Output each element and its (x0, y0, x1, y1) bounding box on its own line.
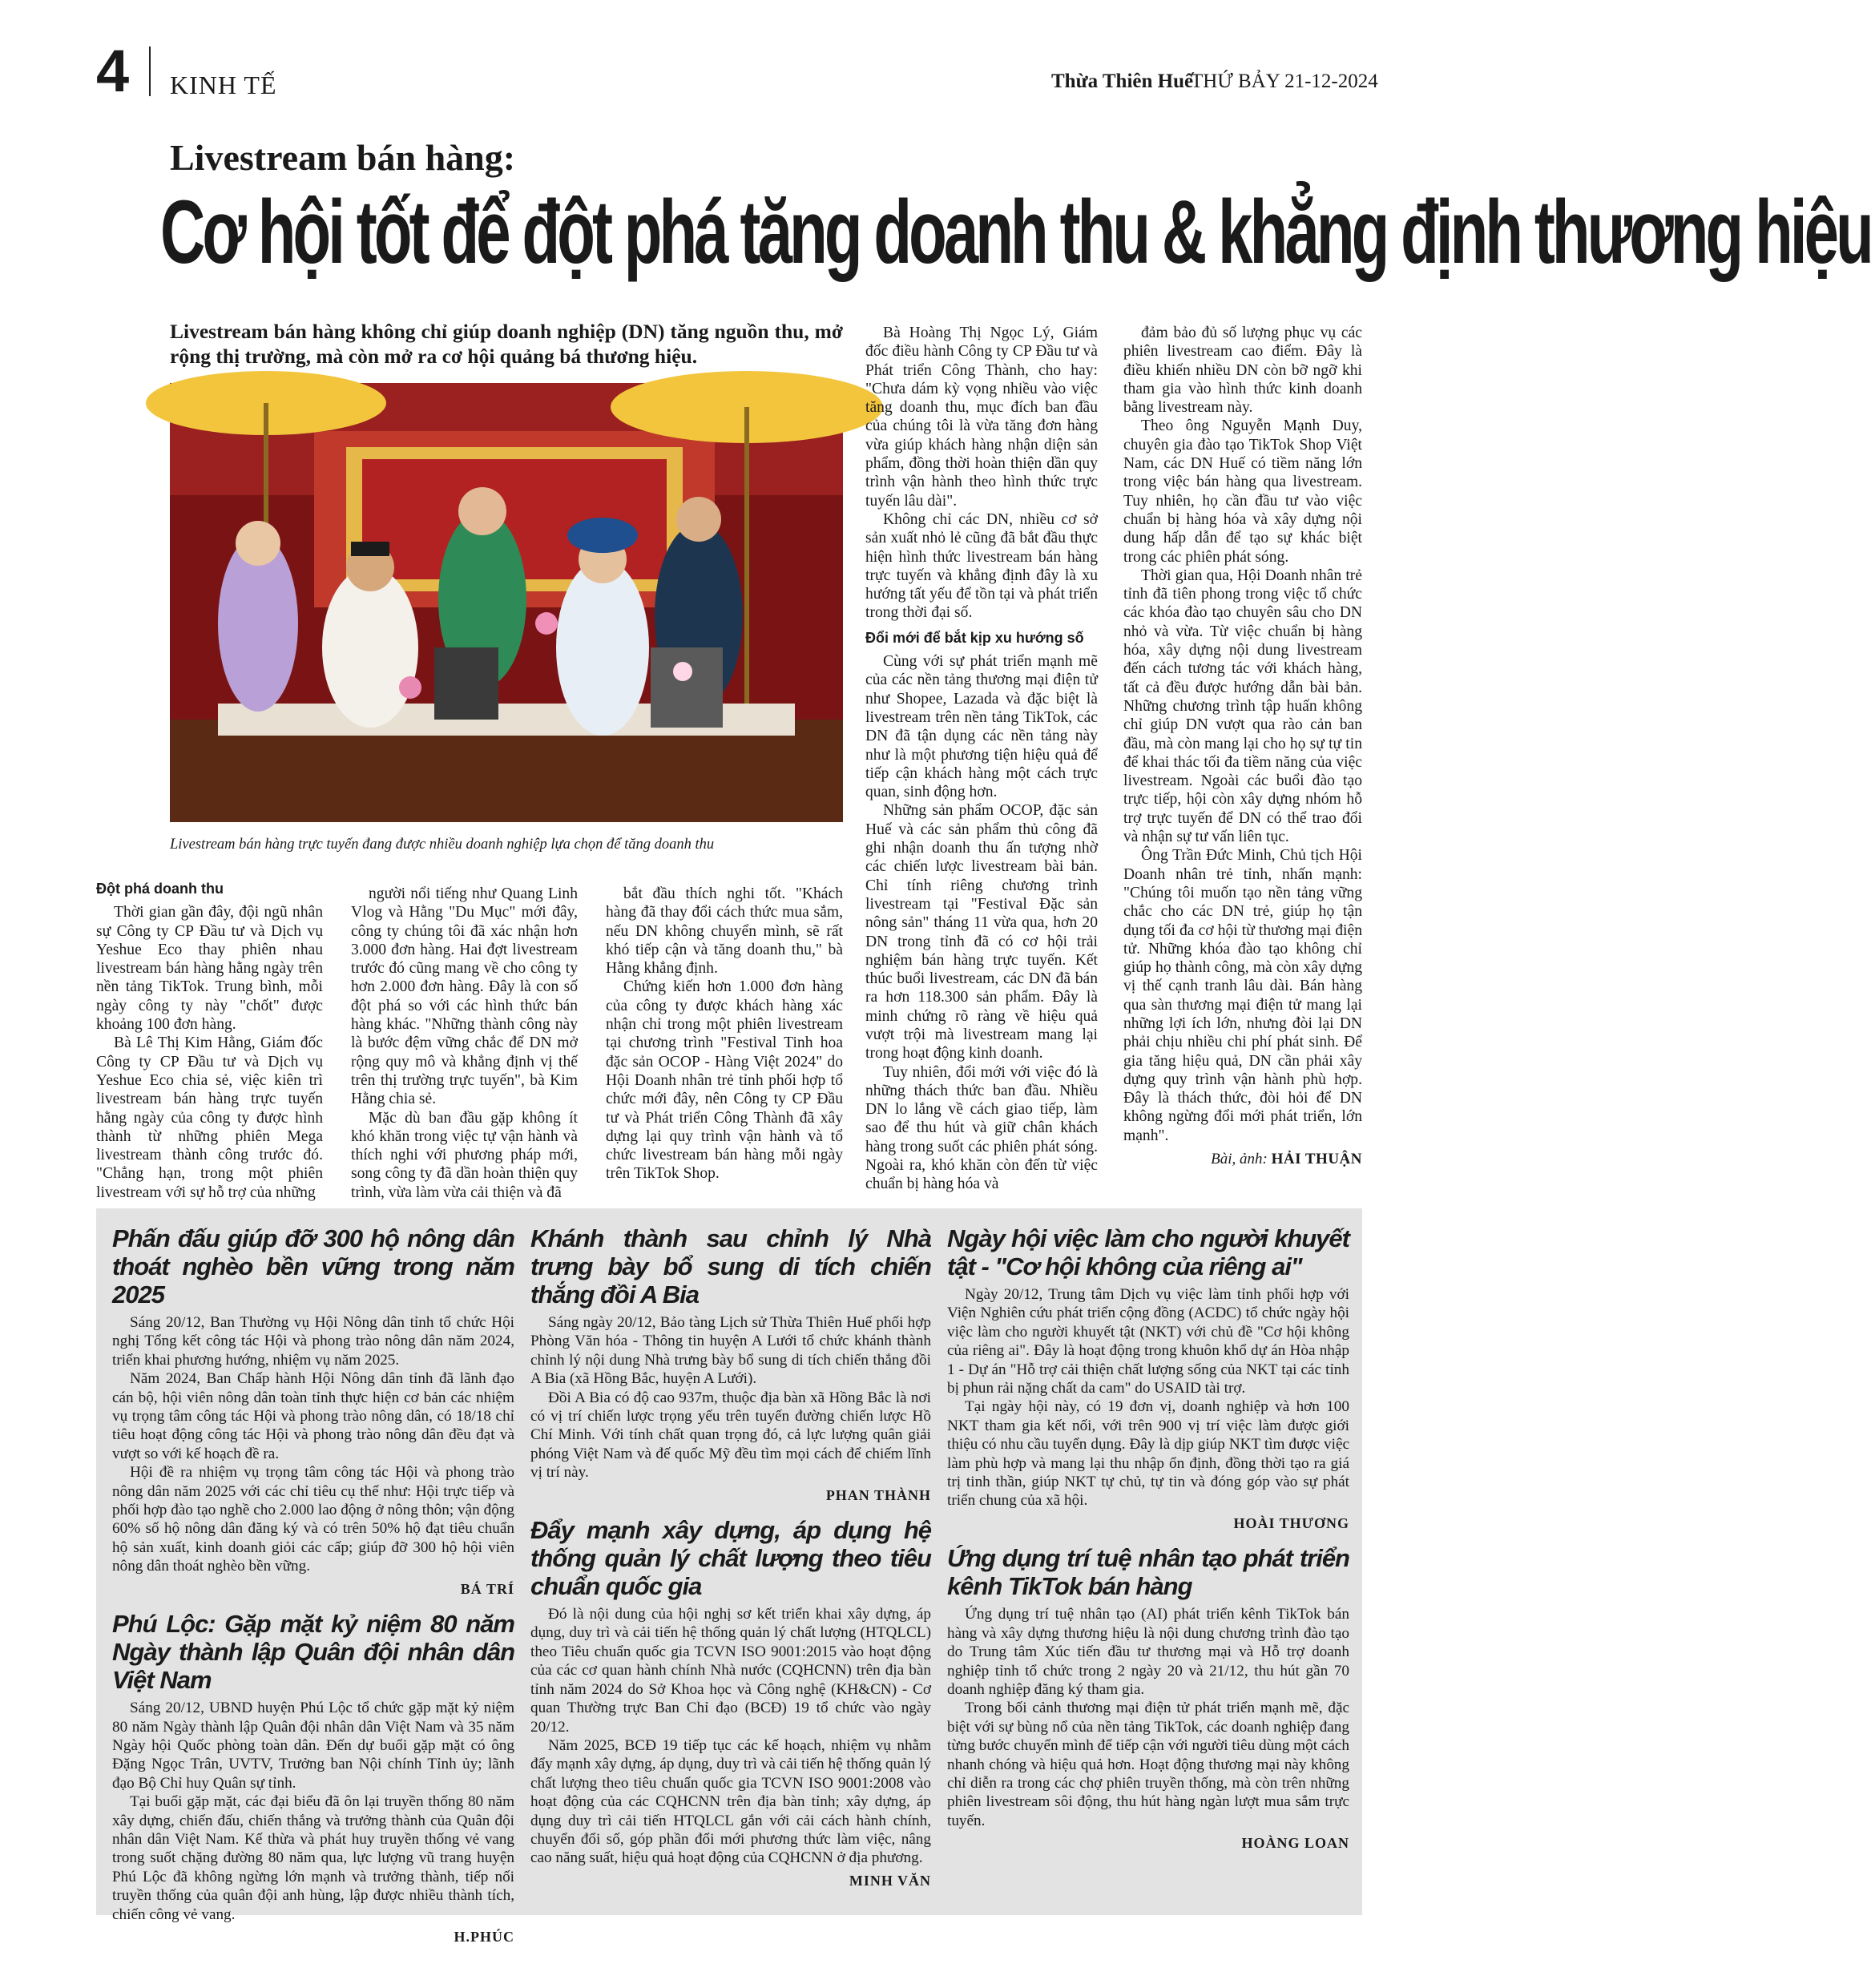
paragraph: Ngày 20/12, Trung tâm Dịch vụ việc làm tỉnh phối hợp với Viện Nghiên cứu phát triển cộng đồng (ACDC) tổ chức ngày hội việc làm cho người khuyết tật (NKT) với chủ đề "Cơ hội không của riêng ai". Đây là hoạt động trong khuôn khổ dự án Hòa nhập 1 - Dự án "Hỗ trợ cải thiện chất lượng sống của NKT tại các tỉnh bị phun rải nặng chất da cam" do USAID tài trợ. (947, 1286, 1349, 1397)
article-headline: Cơ hội tốt để đột phá tăng doanh thu & khẳng định thương hiệu (160, 182, 1871, 283)
brief-signature: H.PHÚC (454, 1928, 514, 1945)
article-photo (170, 383, 843, 822)
brief-signature: PHAN THÀNH (825, 1486, 931, 1503)
article-column-2 (351, 885, 578, 1202)
article-column-4 (865, 324, 1098, 1194)
subhead-1: Đột phá doanh thu (96, 881, 224, 897)
paragraph: Năm 2025, BCĐ 19 tiếp tục các kế hoạch, nhiệm vụ nhằm đẩy mạnh xây dựng, áp dụng, duy trì và cải tiến hệ thống quản lý chất lượng theo tiêu chuẩn quốc gia TCVN ISO 9001:2008 vào hoạt động của các CQHCNN trên địa bàn tỉnh; xây dựng, áp dụng duy trì cải tiến HTQLCL gắn với cải cách hành chính, chuyển đổi số, góp phần đổi mới phương thức làm việc, nâng cao năng suất, hiệu quả hoạt động của CQHCNN ở địa phương. (530, 1736, 931, 1867)
brief-column-2 (530, 1224, 931, 1890)
paragraph: Tại buổi gặp mặt, các đại biểu đã ôn lại truyền thống 80 năm xây dựng, chiến đấu, chiến thắng và trưởng thành của Quân đội nhân dân Việt Nam. Kế thừa và phát huy truyền thống vẻ vang trong suốt chặng đường 80 năm qua, lực lượng vũ trang huyện Phú Lộc đã không ngừng lớn mạnh và trưởng thành, tiếp nối truyền thống của quân đội anh hùng, lập được nhiều thành tích, chiến công vẻ vang. (112, 1793, 514, 1923)
byline-prefix: Bài, ảnh: (1211, 1151, 1268, 1168)
paragraph: Mặc dù ban đầu gặp không ít khó khăn trong việc tự vận hành và thích nghi với phương pháp mới, song công ty đã dần hoàn thiện quy trình, vừa làm vừa cải thiện và đã (351, 1109, 578, 1201)
paragraph: Ứng dụng trí tuệ nhân tạo (AI) phát triển kênh TikTok bán hàng và xây dựng thương hiệu là nội dung chương trình đào tạo do Trung tâm Xúc tiến đầu tư thương mại và Hỗ trợ doanh nghiệp tỉnh tổ chức trong 2 ngày 20 và 21/12, thu hút gần 70 doanh nghiệp đăng ký tham gia. (947, 1606, 1349, 1698)
page-number: 4 (96, 38, 130, 104)
paragraph: Đồi A Bia có độ cao 937m, thuộc địa bàn xã Hồng Bắc là nơi có vị trí chiến lược trọng yếu trên tuyến đường chiến lược Hồ Chí Minh. Với tính chất quan trọng đó, cả lực lượng quân giải phóng Việt Nam và đế quốc Mỹ đều tìm mọi cách để chiếm lĩnh vị trí này. (530, 1389, 931, 1482)
paragraph: Những sản phẩm OCOP, đặc sản Huế và các sản phẩm thủ công đã ghi nhận doanh thu ấn tượng nhờ các chiến lược livestream bài bản. Chỉ tính riêng chương trình livestream tại "Festival Đặc sản nông sản" tháng 11 vừa qua, hơn 20 DN trong tỉnh đã có cơ hội trải nghiệm bán hàng trực tuyến. Kết thúc buổi livestream, các DN đã bán ra hơn 118.300 sản phẩm. Đây là minh chứng rõ ràng về hiệu quả vượt trội mà livestream mang lại trong hoạt động kinh doanh. (865, 802, 1098, 1063)
livestream-photo-illustration (170, 383, 843, 822)
paragraph: Sáng 20/12, Ban Thường vụ Hội Nông dân tỉnh tổ chức Hội nghị Tổng kết công tác Hội và phong trào nông dân năm 2024, triển khai phương hướng, nhiệm vụ năm 2025. (112, 1314, 514, 1369)
brief-title: Khánh thành sau chỉnh lý Nhà trưng bày bổ sung di tích chiến thắng đồi A Bia (530, 1224, 931, 1309)
paragraph: Hội đề ra nhiệm vụ trọng tâm công tác Hội và phong trào nông dân năm 2025 với các chỉ tiêu cụ thể như: Hội trực tiếp và phối hợp đào tạo nghề cho 2.000 lao động ở nông thôn; vận động 60% số hộ nông dân đăng ký và có trên 50% hộ đạt tiêu chuẩn hộ sản xuất, kinh doanh giỏi các cấp; giúp đỡ 300 hộ hội viên nông dân thoát nghèo bền vững. (112, 1464, 514, 1575)
section-name: KINH TẾ (170, 71, 277, 99)
paragraph: Bà Hoàng Thị Ngọc Lý, Giám đốc điều hành Công ty CP Đầu tư và Phát triển Công Thành, cho hay: "Chưa dám kỳ vọng nhiều vào việc tăng doanh thu, mục đích ban đầu của chúng tôi là vừa tăng đơn hàng vừa giúp khách hàng nhận diện sản phẩm, đồng thời hoàn thiện dần quy trình vận hành theo hình thức trực tuyến lâu dài". (865, 325, 1098, 510)
brief-item (112, 1610, 514, 1946)
subhead-2: Đổi mới để bắt kịp xu hướng số (865, 629, 1084, 646)
brief-item (530, 1516, 931, 1890)
paragraph: Ông Trần Đức Minh, Chủ tịch Hội Doanh nhân trẻ tỉnh, nhấn mạnh: "Chúng tôi muốn tạo nền tảng vững chắc cho các DN trẻ, giúp họ tận dụng tối đa cơ hội từ thương mại điện tử. Những khóa đào tạo không chỉ giúp họ thành công, mà còn xây dựng vị thế cạnh tranh lâu dài. Bán hàng qua sàn thương mại điện tử mang lại những lợi ích lớn, nhưng đòi lại DN phải chịu nhiều chi phí phát sinh. Để gia tăng hiệu quả, DN cần phải xây dựng quy trình vận hành phù hợp. Đây là thách thức, đòi hỏi để DN không ngừng đổi mới phát triển, lớn mạnh". (1123, 847, 1362, 1144)
paragraph: Không chỉ các DN, nhiều cơ sở sản xuất nhỏ lẻ cũng đã bắt đầu thực hiện hình thức livestream bán hàng trực tuyến và khẳng định đây là xu hướng tất yếu để tồn tại và phát triển trong thời đại số. (865, 510, 1098, 622)
article-lead: Livestream bán hàng không chỉ giúp doanh nghiệp (DN) tăng nguồn thu, mở rộng thị trường, mà còn mở ra cơ hội quảng bá thương hiệu. (170, 320, 843, 368)
brief-title: Phấn đấu giúp đỡ 300 hộ nông dân thoát nghèo bền vững trong năm 2025 (112, 1224, 514, 1309)
paragraph: Sáng 20/12, UBND huyện Phú Lộc tổ chức gặp mặt kỷ niệm 80 năm Ngày thành lập Quân đội nhân dân Việt Nam và 35 năm Ngày hội Quốc phòng toàn dân. Đến dự buổi gặp mặt có ông Đặng Ngọc Trân, UVTV, Trưởng ban Nội chính Tỉnh ủy; lãnh đạo Bộ Chỉ huy Quân sự tỉnh. (112, 1700, 514, 1792)
article-column-5 (1123, 324, 1362, 1168)
header-divider (149, 46, 151, 96)
brief-title: Ngày hội việc làm cho người khuyết tật - "Cơ hội không của riêng ai" (947, 1224, 1349, 1280)
brief-item (947, 1224, 1349, 1533)
paragraph: Theo ông Nguyễn Mạnh Duy, chuyên gia đào tạo TikTok Shop Việt Nam, các DN Huế có tiềm năng lớn trong việc bán hàng qua livestream. Tuy nhiên, họ cần đầu tư vào việc chuẩn bị hàng hóa và xây dựng nội dung hấp dẫn để tạo sự khác biệt trong các phiên phát sóng. (1123, 417, 1362, 566)
issue-date: THỨ BẢY 21-12-2024 (1191, 71, 1378, 92)
paragraph: Bà Lê Thị Kim Hằng, Giám đốc Công ty CP Đầu tư và Dịch vụ Yeshue Eco chia sẻ, việc kiên trì livestream bán hàng trực tuyến hằng ngày của công ty được hình thành từ những phiên Mega livestream thành công trước đó. "Chẳng hạn, trong một phiên livestream với sự hỗ trợ của những (96, 1034, 323, 1201)
paragraph: Tại ngày hội này, có 19 đơn vị, doanh nghiệp và hơn 100 NKT tham gia kết nối, với trên 900 vị trí việc làm được giới thiệu có nhu cầu tuyển dụng. Đây là dịp giúp NKT tìm được việc làm phù hợp và mang lại thu nhập ổn định, đồng thời tạo ra giá trị tinh thần, giúp NKT tự chủ, tự tin và đóng góp vào sự phát triển chung của xã hội. (947, 1398, 1349, 1510)
brief-signature: MINH VĂN (849, 1872, 931, 1889)
article-column-3 (606, 885, 843, 1184)
article-kicker: Livestream bán hàng: (170, 137, 516, 178)
brief-title: Phú Lộc: Gặp mặt kỷ niệm 80 năm Ngày thành lập Quân đội nhân dân Việt Nam (112, 1610, 514, 1695)
brief-title: Đẩy mạnh xây dựng, áp dụng hệ thống quản lý chất lượng theo tiêu chuẩn quốc gia (530, 1516, 931, 1601)
article-byline (1123, 1150, 1362, 1168)
brief-signature: HOÀI THƯƠNG (1233, 1514, 1349, 1531)
photo-caption: Livestream bán hàng trực tuyến đang được nhiều doanh nghiệp lựa chọn để tăng doanh thu (170, 837, 715, 853)
paragraph: Năm 2024, Ban Chấp hành Hội Nông dân tỉnh đã lãnh đạo cán bộ, hội viên nông dân toàn tỉnh thực hiện cơ bản các nhiệm vụ trọng tâm công tác Hội và phong trào nông dân, có 18/18 chỉ tiêu hoạt động công tác Hội và phong trào nông dân đều đạt và vượt so với kế hoạch đề ra. (112, 1370, 514, 1462)
newspaper-name: Thừa Thiên Huế (1051, 71, 1194, 92)
article-column-1 (96, 873, 323, 1202)
brief-signature: BÁ TRÍ (460, 1580, 514, 1597)
paragraph: Trong bối cảnh thương mại điện tử phát triển mạnh mẽ, đặc biệt với sự bùng nổ của nền tảng TikTok, các doanh nghiệp đang từng bước chuyển mình để tiếp cận với người tiêu dùng một cách nhanh chóng và hiệu quả hơn. Hoạt động thương mại này không chỉ diễn ra trong các chợ phiên truyền thống, mà còn trên những phiên livestream sôi động, thu hút hàng ngàn lượt mua sắm trực tuyến. (947, 1700, 1349, 1829)
paragraph: Tuy nhiên, đổi mới với việc đó là những thách thức ban đầu. Nhiều DN lo lắng về cách giao tiếp, làm sao để thu hút và giữ chân khách hàng trong suốt các phiên phát sóng. Ngoài ra, khó khăn còn đến từ việc chuẩn bị hàng hóa và (865, 1063, 1098, 1193)
brief-item (112, 1224, 514, 1599)
paragraph: Đó là nội dung của hội nghị sơ kết triển khai xây dựng, áp dụng, duy trì và cải tiến hệ thống quản lý chất lượng (HTQLCL) theo Tiêu chuẩn quốc gia TCVN ISO 9001:2015 vào hoạt động của các cơ quan hành chính Nhà nước (CQHCNN) trên địa bàn tỉnh năm 2024 do Sở Khoa học và Công nghệ (KH&CN) - Cơ quan Thường trực Ban Chỉ đạo (BCĐ) 19 tổ chức vào ngày 20/12. (530, 1606, 931, 1736)
brief-item (530, 1224, 931, 1505)
paragraph: bắt đầu thích nghi tốt. "Khách hàng đã thay đổi cách thức mua sắm, nếu DN không chuyển mình, sẽ rất khó tiếp cận và tăng doanh thu," bà Hằng khẳng định. (606, 885, 843, 978)
paragraph: Chứng kiến hơn 1.000 đơn hàng của công ty được khách hàng xác nhận chỉ trong một phiên livestream tại chương trình "Festival Tinh hoa đặc sản OCOP - Hàng Việt 2024" do Hội Doanh nhân trẻ tỉnh phối hợp tổ chức mới đây, nên Công ty CP Đầu tư và Phát triển Công Thành đã xây dựng lại quy trình vận hành và tổ chức livestream bán hàng mỗi ngày trên TikTok Shop. (606, 978, 843, 1183)
byline-author: HẢI THUẬN (1271, 1151, 1362, 1168)
brief-signature: HOÀNG LOAN (1241, 1835, 1349, 1852)
brief-column-1 (112, 1224, 514, 1946)
paragraph: Thời gian qua, Hội Doanh nhân trẻ tỉnh đã tiên phong trong việc tổ chức các khóa đào tạo chuyên sâu cho DN nhỏ và vừa. Từ việc chuẩn bị hàng hóa, xây dựng nội dung livestream đến cách tương tác với khách hàng, tất cả đều được hướng dẫn bài bản. Những chương trình tập huấn không chỉ giúp DN vượt qua rào cản ban đầu, mà còn mang lại cho họ sự tự tin để khai thác tối đa tiềm năng của việc livestream. Ngoài các buổi đào tạo trực tiếp, hội còn xây dựng nhóm hỗ trợ trực tuyến để DN có thể trao đổi và nhận sự tư vấn liên tục. (1123, 567, 1362, 846)
paragraph: Thời gian gần đây, đội ngũ nhân sự Công ty CP Đầu tư và Dịch vụ Yeshue Eco thay phiên nhau livestream bán hàng hằng ngày trên nền tảng TikTok. Trung bình, mỗi ngày công ty này "chốt" được khoảng 100 đơn hàng. (96, 904, 323, 1034)
brief-title: Ứng dụng trí tuệ nhân tạo phát triển kênh TikTok bán hàng (947, 1544, 1349, 1601)
paragraph: đảm bảo đủ số lượng phục vụ các phiên livestream cao điểm. Đây là điều khiến nhiều DN còn bỡ ngỡ khi tham gia vào hình thức kinh doanh bằng livestream này. (1123, 325, 1362, 417)
paragraph: người nổi tiếng như Quang Linh Vlog và Hằng "Du Mục" mới đây, công ty chúng tôi đã xác nhận hơn 3.000 đơn hàng. Hai đợt livestream trước đó cũng mang về cho công ty hơn 2.000 đơn hàng. Đây là con số đột phá so với các hình thức bán hàng khác. "Những thành công này là bước đệm vững chắc để DN mở rộng quy mô và khẳng định vị thế trên thị trường trực tuyến", bà Kim Hằng chia sẻ. (351, 885, 578, 1108)
paragraph: Sáng ngày 20/12, Bảo tàng Lịch sử Thừa Thiên Huế phối hợp Phòng Văn hóa - Thông tin huyện A Lưới tổ chức khánh thành chỉnh lý nội dung Nhà trưng bày bổ sung di tích chiến thắng đồi A Bia (xã Hồng Bắc, huyện A Lưới). (530, 1314, 931, 1388)
brief-column-3 (947, 1224, 1349, 1853)
brief-item (947, 1544, 1349, 1853)
paragraph: Cùng với sự phát triển mạnh mẽ của các nền tảng thương mại điện tử như Shopee, Lazada và đặc biệt là livestream trên nền tảng TikTok, các DN đã tận dụng các nền tảng này như là một phương tiện hiệu quả để tiếp cận khách hàng một cách trực quan, sinh động hơn. (865, 653, 1098, 801)
